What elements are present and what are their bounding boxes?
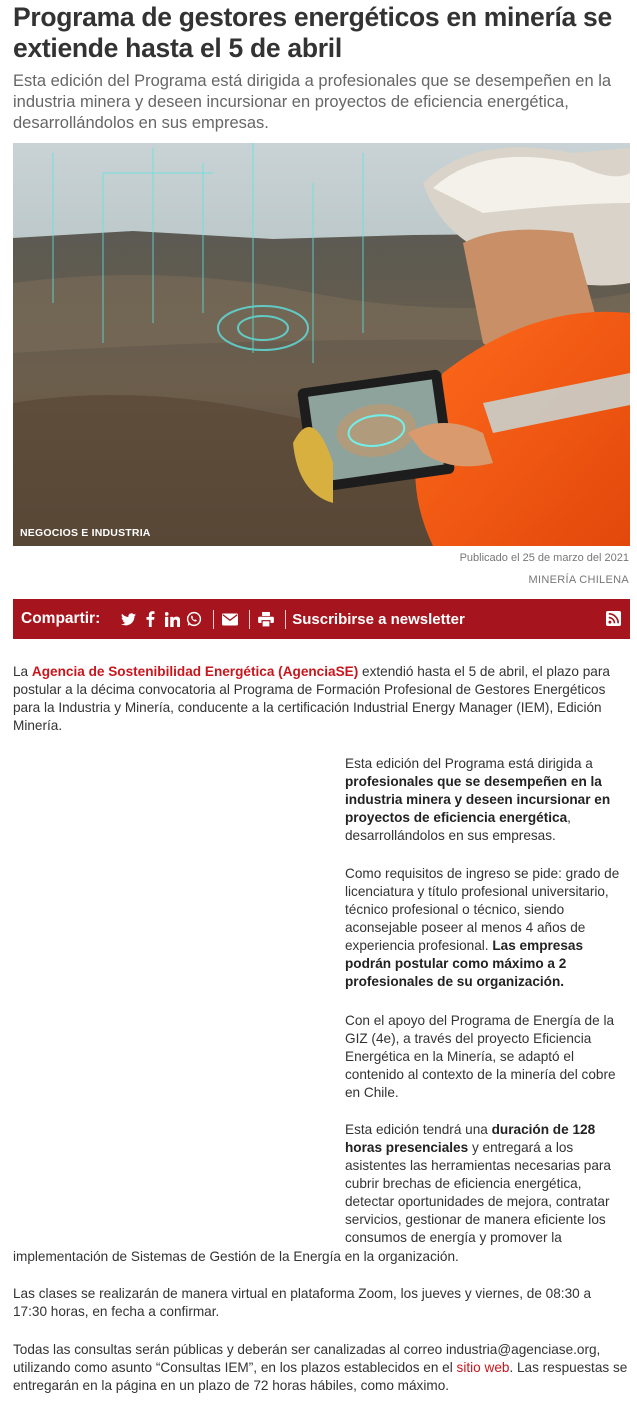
paragraph-contact: [13, 1341, 633, 1395]
source-label: MINERÍA CHILENA: [528, 574, 629, 586]
paragraph-intro: [13, 663, 628, 735]
share-separator: [249, 610, 250, 629]
paragraph-audience: [345, 755, 630, 845]
share-separator: [285, 610, 286, 629]
text-span: extendió hasta el 5 de abril, el plazo para postular a la décima convocatoria al Programa de Formación Profesional de Gestores Energéticos para la Industria y Minería, conducente a la certificación Industrial Energy Manager (IEM), Edición Minería.: [13, 664, 610, 733]
bold-text: profesionales que se desempeñen en la industria minera y deseen incursionar en proyectos de eficiencia energética: [345, 774, 611, 825]
bold-text: duración de 128 horas presenciales: [345, 1122, 596, 1155]
text-span: y entregará a los asistentes las herramientas necesarias para cubrir brechas de eficiencia energética, detectar oportunidades de mejora, contratar servicios, gestionar de manera eficiente los consumos de energía y promover la: [345, 1140, 611, 1245]
text-span: Esta edición tendrá una: [345, 1122, 492, 1137]
print-icon[interactable]: [256, 609, 276, 629]
rss-icon[interactable]: [606, 611, 621, 626]
share-bar: [13, 599, 630, 639]
text-span: Esta edición del Programa está dirigida a: [345, 756, 593, 771]
bold-text: Las empresas podrán postular como máximo a 2 profesionales de su organización.: [345, 938, 584, 989]
facebook-icon[interactable]: [140, 609, 160, 629]
text-span: Todas las consultas serán públicas y deberán ser canalizadas al correo industria@agenciase.org, utilizando como asunto “Consultas IEM”, en los plazos establecidos en el: [13, 1342, 601, 1375]
text-span: La: [13, 664, 32, 679]
share-label: Compartir:: [21, 610, 101, 627]
paragraph-duration-tail: implementación de Sistemas de Gestión de la Energía en la organización.: [13, 1249, 459, 1264]
paragraph-duration: [345, 1121, 630, 1247]
linkedin-icon[interactable]: [162, 609, 182, 629]
paragraph-requirements: [345, 865, 630, 991]
email-icon[interactable]: [220, 609, 240, 629]
text-span: . Las respuestas se entregarán en la página en un plazo de 72 horas hábiles, como máximo.: [13, 1360, 628, 1393]
website-link[interactable]: sitio web: [456, 1360, 510, 1375]
article-lead: Esta edición del Programa está dirigida a profesionales que se desempeñen en la industria minera y deseen incursionar en proyectos de eficiencia energética, desarrollándolos en sus empresas.: [13, 72, 612, 132]
share-separator: [213, 610, 214, 629]
paragraph-classes: Las clases se realizarán de manera virtual en plataforma Zoom, los jueves y viernes, de 08:30 a 17:30 horas, en fecha a confirmar.: [13, 1286, 592, 1319]
publish-date: Publicado el 25 de marzo del 2021: [459, 552, 629, 564]
hero-illustration: [13, 143, 630, 546]
image-category-tag: NEGOCIOS E INDUSTRIA: [20, 527, 151, 539]
paragraph-support: Con el apoyo del Programa de Energía de la GIZ (4e), a través del proyecto Eficiencia Energética en la Minería, se adaptó el contenido al contexto de la minería del cobre en Chile.: [345, 1013, 616, 1100]
article-title: Programa de gestores energéticos en minería se extiende hasta el 5 de abril: [13, 2, 612, 63]
whatsapp-icon[interactable]: [184, 609, 204, 629]
agency-link[interactable]: Agencia de Sostenibilidad Energética (AgenciaSE): [31, 664, 359, 679]
newsletter-link[interactable]: Suscribirse a newsletter: [292, 610, 465, 628]
text-span: , desarrollándolos en sus empresas.: [345, 810, 571, 843]
text-span: Como requisitos de ingreso se pide: grado de licenciatura y título profesional universitario, técnico profesional o técnico, siendo aconsejable poseer al menos 4 años de experiencia profesional.: [345, 866, 620, 953]
hero-image: [13, 143, 630, 546]
twitter-icon[interactable]: [118, 609, 138, 629]
